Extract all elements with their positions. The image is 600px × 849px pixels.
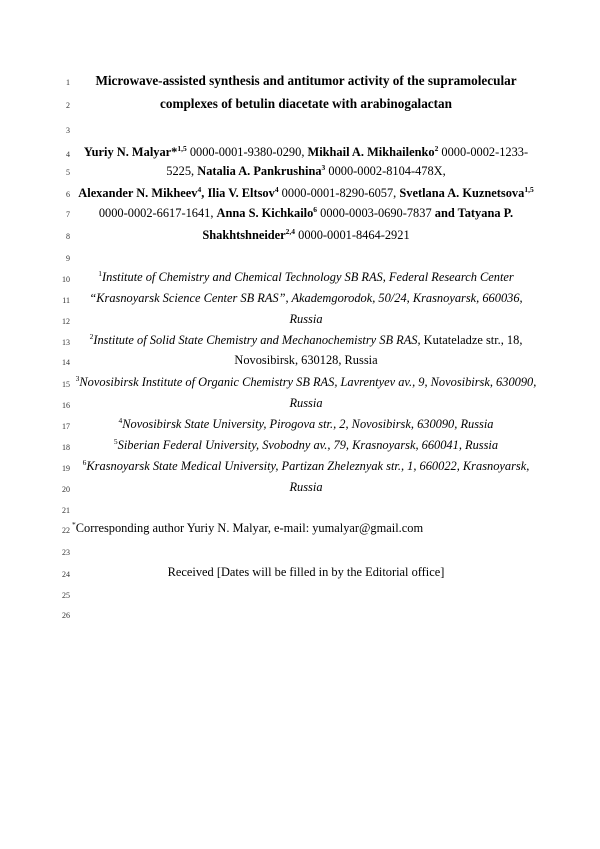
line-number: 6 <box>66 190 70 199</box>
affiliation-text: “Krasnoyarsk Science Center SB RAS”, Akademgorodok, 50/24, Krasnoyarsk, 660036, <box>89 291 523 305</box>
affiliation-address: Novosibirsk, 630128, Russia <box>234 353 378 367</box>
affiliation-sup: 3 <box>75 374 80 383</box>
affiliation-5 <box>72 438 540 453</box>
affiliation-2-line-2 <box>72 353 540 368</box>
author-separator: , <box>201 186 208 200</box>
affiliation-sup: 1 <box>98 269 103 278</box>
corresponding-sup: * <box>72 520 76 529</box>
line-number: 16 <box>62 401 70 410</box>
affiliation-2-line-1 <box>72 333 540 348</box>
line-number: 13 <box>62 338 70 347</box>
author-orcid: 0000-0001-8290-6057, <box>278 186 400 200</box>
affiliation-4 <box>72 417 540 432</box>
author-name: Natalia A. Pankrushina <box>197 164 322 178</box>
author-orcid: 0000-0002-6617-1641, <box>98 206 217 220</box>
line-number: 4 <box>66 150 70 159</box>
line-number: 19 <box>62 464 70 473</box>
affiliation-sup: 2 <box>89 332 94 341</box>
line-number: 22 <box>62 526 70 535</box>
received-note: Received [Dates will be filled in by the Editorial office] <box>167 565 445 579</box>
author-affil-sup: 6 <box>313 205 318 214</box>
line-number: 14 <box>62 358 70 367</box>
author-orcid: 0000-0001-8464-2921 <box>295 228 410 242</box>
line-number: 23 <box>62 548 70 557</box>
author-affil-sup: 4 <box>274 185 279 194</box>
author-affil-sup: 1,5 <box>177 144 187 153</box>
author-affil-sup: 1,5 <box>524 185 534 194</box>
line-number: 15 <box>62 380 70 389</box>
line-number: 25 <box>62 591 70 600</box>
author-orcid: 0000-0002-8104-478X, <box>325 164 446 178</box>
affiliation-text: Russia <box>289 312 323 326</box>
authors-line-5 <box>72 228 540 243</box>
affiliation-text: Institute of Chemistry and Chemical Technology SB RAS, Federal Research Center <box>102 270 514 284</box>
line-number: 24 <box>62 570 70 579</box>
corresponding-author <box>72 521 540 536</box>
author-name: and Tatyana P. <box>434 206 514 220</box>
author-affil-sup: 3 <box>321 163 326 172</box>
author-name: Svetlana A. Kuznetsova <box>399 186 525 200</box>
line-number: 21 <box>62 506 70 515</box>
affiliation-1-line-1 <box>72 270 540 285</box>
affiliation-text: Krasnoyarsk State Medical University, Partizan Zheleznyak str., 1, 660022, Krasnoyarsk, <box>86 459 530 473</box>
line-number: 5 <box>66 168 70 177</box>
author-affil-sup: 4 <box>197 185 202 194</box>
affiliation-text: Russia <box>289 480 323 494</box>
author-affil-sup: 2,4 <box>285 227 296 236</box>
affiliation-1-line-3 <box>72 312 540 327</box>
author-orcid: 0000-0002-1233- <box>438 145 529 159</box>
affiliation-sup: 5 <box>113 437 118 446</box>
paper-title-line-2: complexes of betulin diacetate with arabinogalactan <box>160 96 452 111</box>
affiliation-sup: 6 <box>82 458 87 467</box>
line-number: 10 <box>62 275 70 284</box>
author-orcid: 0000-0003-0690-7837 <box>317 206 435 220</box>
author-name: Alexander N. Mikheev <box>78 186 198 200</box>
affiliation-6-line-2 <box>72 480 540 495</box>
author-name: Anna S. Kichkailo <box>216 206 314 220</box>
affiliation-sup: 4 <box>118 416 123 425</box>
author-affil-sup: 2 <box>434 144 439 153</box>
affiliation-text: Russia <box>289 396 323 410</box>
author-name: Yuriy N. Malyar* <box>83 145 178 159</box>
affiliation-text: Novosibirsk Institute of Organic Chemistry SB RAS, Lavrentyev av., 9, Novosibirsk, 630090, <box>79 375 537 389</box>
affiliation-3-line-1 <box>72 375 540 390</box>
author-orcid: 0000-0001-9380-0290, <box>186 145 308 159</box>
affiliation-1-line-2 <box>72 291 540 306</box>
corresponding-text: Corresponding author Yuriy N. Malyar, e-mail: yumalyar@gmail.com <box>75 521 424 535</box>
line-number: 18 <box>62 443 70 452</box>
affiliation-text: Institute of Solid State Chemistry and Mechanochemistry SB RAS, <box>93 333 421 347</box>
line-number: 9 <box>66 254 70 263</box>
line-number: 11 <box>62 296 70 305</box>
author-name: Mikhail A. Mikhailenko <box>307 145 435 159</box>
line-number: 1 <box>66 78 70 87</box>
affiliation-3-line-2 <box>72 396 540 411</box>
paper-title-line-1: Microwave-assisted synthesis and antitumor activity of the supramolecular <box>95 73 517 88</box>
line-number: 17 <box>62 422 70 431</box>
author-name: Ilia V. Eltsov <box>207 186 275 200</box>
line-number: 7 <box>66 210 70 219</box>
authors-line-1 <box>72 145 540 160</box>
line-number: 26 <box>62 611 70 620</box>
author-orcid: 5225, <box>166 164 198 178</box>
affiliation-6-line-1 <box>72 459 540 474</box>
author-name: Shakhtshneider <box>202 228 286 242</box>
affiliation-text: Siberian Federal University, Svobodny av., 79, Krasnoyarsk, 660041, Russia <box>117 438 499 452</box>
authors-line-4 <box>72 206 540 221</box>
authors-line-2 <box>72 164 540 179</box>
line-number: 2 <box>66 101 70 110</box>
line-number: 8 <box>66 232 70 241</box>
affiliation-text: Novosibirsk State University, Pirogova str., 2, Novosibirsk, 630090, Russia <box>122 417 494 431</box>
line-number: 12 <box>62 317 70 326</box>
affiliation-address: Kutateladze str., 18, <box>420 333 523 347</box>
line-number: 20 <box>62 485 70 494</box>
authors-line-3 <box>72 186 540 201</box>
line-number: 3 <box>66 126 70 135</box>
